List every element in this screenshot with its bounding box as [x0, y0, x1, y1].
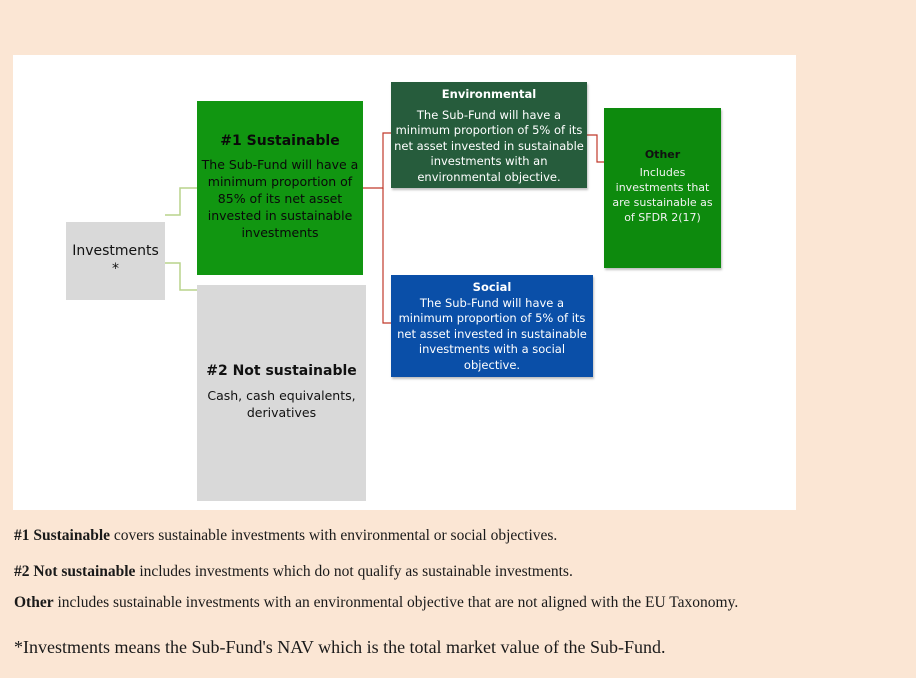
other-box [604, 108, 721, 268]
not-sustainable-title: #2 Not sustainable [206, 363, 357, 379]
sustainable-text: The Sub-Fund will have a minimum proportion of 85% of its net asset invested in sustainable investments [201, 157, 359, 240]
legend-not-sustainable-text: includes investments which do not qualify as sustainable investments. [135, 563, 573, 580]
social-box [391, 275, 593, 377]
connector-sustainable-to-environmental [363, 133, 391, 188]
legend-other [14, 594, 738, 612]
legend-other-text: includes sustainable investments with an environmental objective that are not aligned with the EU Taxonomy. [53, 594, 739, 611]
connector-sustainable-to-social [383, 188, 391, 323]
social-title: Social [472, 280, 512, 294]
not-sustainable-text: Cash, cash equivalents, derivatives [207, 388, 356, 420]
social-text: The Sub-Fund will have a minimum proportion of 5% of its net asset invested in sustainable investments with a social objective. [397, 295, 587, 372]
other-text: Includes investments that are sustainable as of SFDR 2(17) [612, 166, 713, 224]
legend-other-term: Other [14, 594, 54, 611]
connector-environmental-to-other [587, 135, 604, 162]
legend-sustainable-text: covers sustainable investments with environmental or social objectives. [110, 527, 558, 544]
legend-sustainable [14, 527, 557, 545]
legend-sustainable-term: #1 Sustainable [14, 527, 111, 544]
connector-investments-to-not-sustainable [165, 263, 197, 290]
not-sustainable-box [197, 285, 366, 501]
sustainable-title: #1 Sustainable [220, 133, 340, 149]
legend-not-sustainable-term: #2 Not sustainable [14, 563, 136, 580]
other-title: Other [644, 148, 681, 161]
environmental-box [391, 82, 587, 188]
legend-not-sustainable [14, 563, 573, 581]
environmental-title: Environmental [441, 87, 537, 101]
investments-label: Investments [72, 243, 159, 259]
sustainable-box [197, 101, 363, 275]
investments-box [66, 222, 165, 300]
footnote: *Investments means the Sub-Fund's NAV which is the total market value of the Sub-Fund. [14, 637, 666, 657]
connector-investments-to-sustainable [165, 188, 197, 215]
environmental-text: The Sub-Fund will have a minimum proportion of 5% of its net asset invested in sustainable investments with an environmental objective. [394, 107, 584, 184]
investments-note: * [112, 261, 119, 277]
